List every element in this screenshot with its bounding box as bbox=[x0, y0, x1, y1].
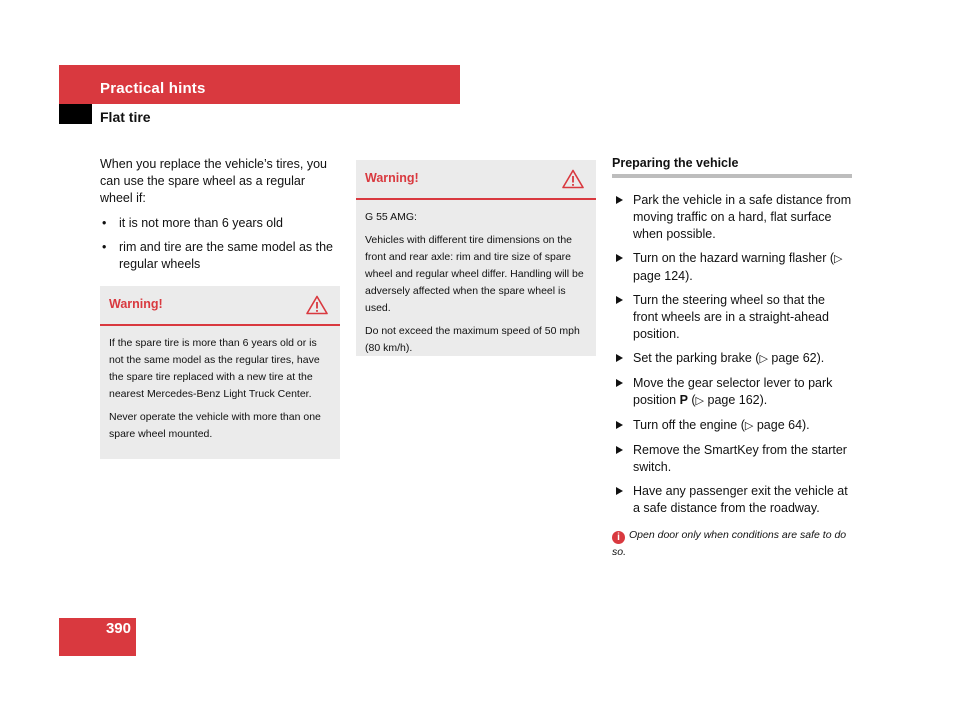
list-item: Turn on the hazard warning flasher (▷ page 124). bbox=[612, 250, 852, 285]
warning-box-amg bbox=[356, 160, 596, 356]
warning-body bbox=[100, 326, 340, 443]
arrow-bullet-icon bbox=[616, 354, 623, 362]
list-item: Turn the steering wheel so that the front wheels are in a straight-ahead position. bbox=[612, 292, 852, 343]
arrow-bullet-icon bbox=[616, 254, 623, 262]
list-item: • it is not more than 6 years old bbox=[102, 216, 283, 230]
warning-paragraph: G 55 AMG: bbox=[365, 211, 417, 223]
steps-list bbox=[612, 192, 852, 517]
arrow-bullet-icon bbox=[616, 379, 623, 387]
arrow-bullet-icon bbox=[616, 296, 623, 304]
intro-bullets bbox=[100, 215, 340, 273]
subsection-title: Flat tire bbox=[100, 109, 151, 125]
bullet-icon: • bbox=[102, 240, 107, 254]
preparing-column bbox=[612, 156, 852, 560]
warning-body bbox=[356, 200, 596, 357]
warning-header bbox=[100, 286, 340, 326]
section-title: Practical hints bbox=[100, 80, 206, 97]
list-item: Park the vehicle in a safe distance from moving traffic on a hard, flat surface when possible. bbox=[612, 192, 852, 243]
warning-title: Warning! bbox=[109, 297, 163, 311]
page-ref-icon: ▷ bbox=[834, 253, 843, 265]
arrow-bullet-icon bbox=[616, 446, 623, 454]
page-number: 390 bbox=[105, 620, 131, 637]
page-ref-icon: ▷ bbox=[695, 395, 705, 407]
warning-paragraph: Never operate the vehicle with more than one spare wheel mounted. bbox=[109, 411, 321, 440]
section-heading: Preparing the vehicle bbox=[612, 156, 739, 170]
arrow-bullet-icon bbox=[616, 196, 623, 204]
list-item: Remove the SmartKey from the starter switch. bbox=[612, 442, 852, 476]
bullet-icon: • bbox=[102, 216, 107, 230]
arrow-bullet-icon bbox=[616, 421, 623, 429]
list-item: Set the parking brake (▷ page 62). bbox=[612, 350, 852, 368]
list-item: Move the gear selector lever to park position P (▷ page 162). bbox=[612, 375, 852, 410]
list-item: Have any passenger exit the vehicle at a safe distance from the roadway. bbox=[612, 483, 852, 517]
warning-triangle-icon bbox=[562, 169, 584, 189]
warning-header bbox=[356, 160, 596, 200]
header-tab bbox=[59, 104, 92, 124]
info-icon: i bbox=[612, 531, 625, 544]
list-item: Turn off the engine (▷ page 64). bbox=[612, 417, 852, 435]
warning-paragraph: If the spare tire is more than 6 years old or is not the same model as the regular tires, have the spare tire replaced with a new tire at the nearest Mercedes-Benz Light Truck Center. bbox=[109, 337, 320, 400]
warning-box-spare-tire bbox=[100, 286, 340, 459]
intro-column bbox=[100, 156, 340, 280]
warning-paragraph: Do not exceed the maximum speed of 50 mph (80 km/h). bbox=[365, 325, 580, 354]
intro-text: When you replace the vehicle’s tires, you can use the spare wheel as a regular wheel if: bbox=[100, 157, 327, 205]
page-ref-icon: ▷ bbox=[744, 420, 754, 432]
page-ref-icon: ▷ bbox=[759, 353, 768, 365]
list-item: • rim and tire are the same model as the regular wheels bbox=[102, 240, 333, 271]
warning-paragraph: Vehicles with different tire dimensions on the front and rear axle: rim and tire size of spare wheel and regular wheel differ. Handling will be adversely affected when the spare wheel is used. bbox=[365, 234, 584, 314]
heading-rule bbox=[612, 174, 852, 178]
warning-title: Warning! bbox=[365, 171, 419, 185]
warning-triangle-icon bbox=[306, 295, 328, 315]
arrow-bullet-icon bbox=[616, 487, 623, 495]
info-note: i Open door only when conditions are safe to do so. bbox=[612, 529, 847, 558]
